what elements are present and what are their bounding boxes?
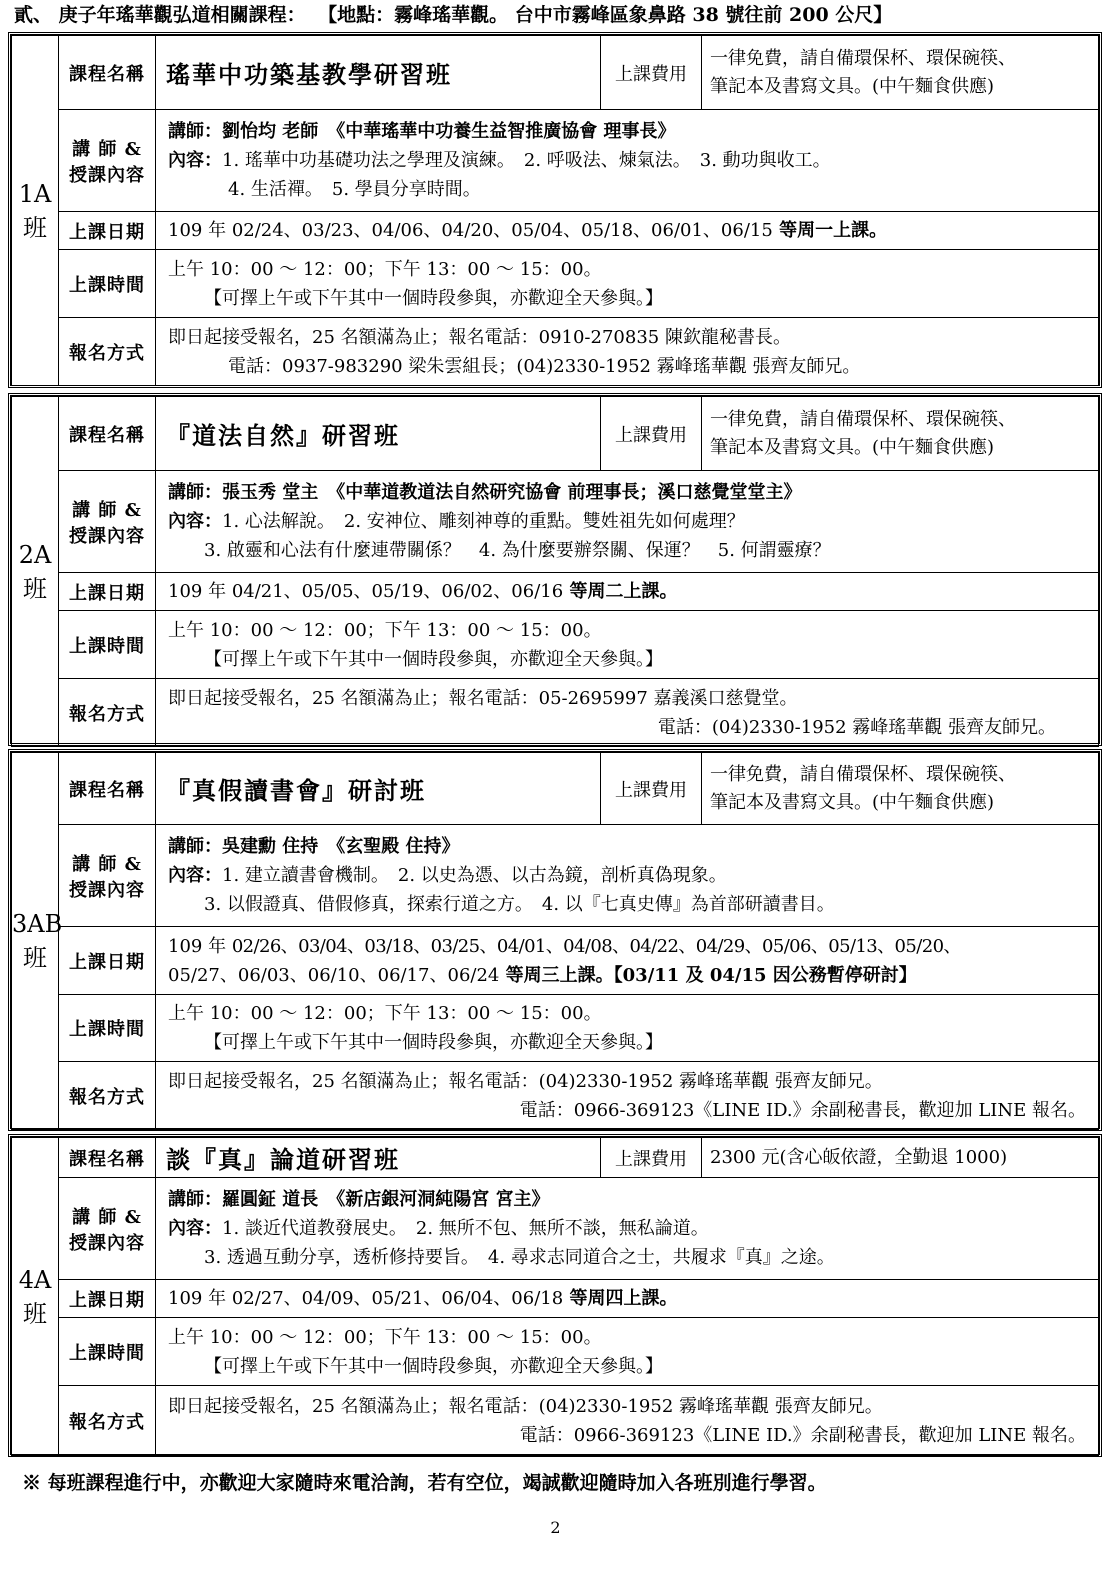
teacher-line: 講師：劉怡均 老師 《中華瑤華中功養生益智推廣協會 理事長》 <box>168 121 676 142</box>
class-suffix: 班 <box>23 574 47 603</box>
teacher-content <box>156 471 1099 573</box>
time-label: 上課時間 <box>59 1318 156 1386</box>
content-line-2: 4. 生活禪。 5. 學員分享時間。 <box>228 179 481 200</box>
time-line-1: 上午 10：00 ～ 12：00；下午 13：00 ～ 15：00。 <box>168 1326 602 1348</box>
dates-cell <box>156 212 1099 250</box>
time-cell <box>156 611 1099 679</box>
dates-label: 上課日期 <box>59 1280 156 1318</box>
course-name: 瑤華中功築基教學研習班 <box>156 36 601 110</box>
fee-label: 上課費用 <box>601 753 702 825</box>
signup-line-1: 即日起接受報名，25 名額滿為止；報名電話：05-2695997 嘉義溪口慈覺堂。 <box>168 687 798 709</box>
class-code-cell <box>12 1138 59 1456</box>
fee-text: 2300 元(含心皈依證，全勤退 1000) <box>710 1146 1008 1168</box>
dates-suffix: 等周一上課。 <box>772 220 888 241</box>
dates-prefix: 109 年 <box>168 935 232 957</box>
header-location: 【地點：霧峰瑤華觀。 台中市霧峰區象鼻路 38 號往前 200 公尺】 <box>327 4 893 26</box>
time-line-2: 【可擇上午或下午其中一個時段參與，亦歡迎全天參與。】 <box>204 648 663 670</box>
content-label: 內容： <box>168 150 222 171</box>
fee-label: 上課費用 <box>601 36 702 110</box>
dates-list: 04/21、05/05、05/19、06/02、06/16 <box>231 581 564 602</box>
class-section-3ab <box>8 749 1102 1131</box>
fee-text-1: 一律免費，請自備環保杯、環保碗筷、 <box>710 47 1016 69</box>
footer-note: ※ 每班課程進行中，亦歡迎大家隨時來電洽詢，若有空位，竭誠歡迎隨時加入各班別進行學習。 <box>22 1472 827 1494</box>
dates-prefix: 109 年 <box>168 1288 232 1309</box>
fee-cell <box>702 753 1099 825</box>
class-suffix: 班 <box>23 213 47 242</box>
fee-text-1: 一律免費，請自備環保杯、環保碗筷、 <box>710 763 1016 785</box>
signup-cell <box>156 679 1099 747</box>
content-label: 內容： <box>168 865 222 886</box>
course-name-label: 課程名稱 <box>59 397 156 471</box>
course-name-label: 課程名稱 <box>59 1138 156 1178</box>
teacher-label-b: 授課內容 <box>69 879 145 901</box>
teacher-label-a: 講 師 & <box>72 1206 142 1228</box>
fee-cell <box>702 36 1099 110</box>
time-label: 上課時間 <box>59 250 156 318</box>
class-suffix: 班 <box>23 1299 47 1328</box>
dates-list-2: 05/27、06/03、06/10、06/17、06/24 <box>168 964 500 986</box>
dates-prefix: 109 年 <box>168 220 232 241</box>
teacher-label-b: 授課內容 <box>69 1232 145 1254</box>
dates-list: 02/27、04/09、05/21、06/04、06/18 <box>231 1288 564 1309</box>
page-number: 2 <box>550 1518 561 1537</box>
signup-line-2: 電話：0966-369123《LINE ID.》余副秘書長，歡迎加 LINE 報名。 <box>519 1099 1086 1121</box>
teacher-label <box>59 471 156 573</box>
header-title: 貳、 庚子年瑤華觀弘道相關課程： <box>14 4 306 26</box>
time-cell <box>156 250 1099 318</box>
fee-text-1: 一律免費，請自備環保杯、環保碗筷、 <box>710 408 1016 430</box>
class-section-2a <box>8 393 1102 746</box>
signup-label: 報名方式 <box>59 1062 156 1130</box>
dates-suffix: 等周三上課。【03/11 及 04/15 因公務暫停研討】 <box>499 964 917 986</box>
dates-prefix: 109 年 <box>168 581 232 602</box>
signup-cell <box>156 1386 1099 1456</box>
dates-list: 02/24、03/23、04/06、04/20、05/04、05/18、06/01、06/15 <box>231 220 773 241</box>
dates-label: 上課日期 <box>59 573 156 611</box>
teacher-label <box>59 1178 156 1280</box>
dates-list: 02/26、03/04、03/18、03/25、04/01、04/08、04/22、04/29、05/06、05/13、05/20、 <box>231 935 961 957</box>
time-line-2: 【可擇上午或下午其中一個時段參與，亦歡迎全天參與。】 <box>204 1355 663 1377</box>
teacher-content <box>156 110 1099 212</box>
teacher-line: 講師：張玉秀 堂主 《中華道教道法自然研究協會 前理事長；溪口慈覺堂堂主》 <box>168 482 802 503</box>
course-name-label: 課程名稱 <box>59 753 156 825</box>
teacher-label-a: 講 師 & <box>72 853 142 875</box>
course-name-label: 課程名稱 <box>59 36 156 110</box>
fee-cell <box>702 1138 1099 1178</box>
dates-cell <box>156 927 1099 995</box>
class-code-cell <box>12 36 59 386</box>
signup-line-2: 電話：0937-983290 梁朱雲組長；(04)2330-1952 霧峰瑤華觀 張齊友師兄。 <box>228 355 861 377</box>
dates-cell <box>156 1280 1099 1318</box>
time-line-2: 【可擇上午或下午其中一個時段參與，亦歡迎全天參與。】 <box>204 287 663 309</box>
signup-label: 報名方式 <box>59 1386 156 1456</box>
class-section-4a <box>8 1134 1102 1457</box>
signup-line-1: 即日起接受報名，25 名額滿為止；報名電話：0910-270835 陳欽龍秘書長。 <box>168 326 791 348</box>
teacher-label <box>59 110 156 212</box>
course-name: 談『真』論道研習班 <box>156 1138 601 1178</box>
time-line-1: 上午 10：00 ～ 12：00；下午 13：00 ～ 15：00。 <box>168 258 602 280</box>
content-label: 內容： <box>168 1218 222 1239</box>
content-line-2: 3. 透過互動分享，透析修持要旨。 4. 尋求志同道合之士，共履求『真』之途。 <box>204 1247 835 1268</box>
signup-line-2: 電話：0966-369123《LINE ID.》余副秘書長，歡迎加 LINE 報名。 <box>519 1424 1086 1446</box>
teacher-line: 講師：羅圓鉦 道長 《新店銀河洞純陽宮 宮主》 <box>168 1189 550 1210</box>
signup-label: 報名方式 <box>59 318 156 386</box>
fee-cell <box>702 397 1099 471</box>
class-suffix: 班 <box>23 944 47 972</box>
signup-line-1: 即日起接受報名，25 名額滿為止；報名電話：(04)2330-1952 霧峰瑤華觀 張齊友師兄。 <box>168 1070 883 1092</box>
teacher-label-b: 授課內容 <box>69 164 145 186</box>
class-code-cell <box>12 397 59 747</box>
teacher-label-a: 講 師 & <box>72 138 142 160</box>
signup-cell <box>156 318 1099 386</box>
fee-text-2: 筆記本及書寫文具。(中午麵食供應) <box>710 75 995 97</box>
teacher-label <box>59 825 156 927</box>
teacher-label-a: 講 師 & <box>72 499 142 521</box>
fee-label: 上課費用 <box>601 1138 702 1178</box>
dates-suffix: 等周四上課。 <box>563 1288 678 1309</box>
page-header <box>14 2 1104 28</box>
dates-cell <box>156 573 1099 611</box>
time-line-2: 【可擇上午或下午其中一個時段參與，亦歡迎全天參與。】 <box>204 1032 663 1053</box>
time-label: 上課時間 <box>59 611 156 679</box>
dates-label: 上課日期 <box>59 212 156 250</box>
dates-label: 上課日期 <box>59 927 156 995</box>
content-line-1: 1. 瑤華中功基礎功法之學理及演練。 2. 呼吸法、煉氣法。 3. 動功與收工。 <box>222 150 831 171</box>
time-line-1: 上午 10：00 ～ 12：00；下午 13：00 ～ 15：00。 <box>168 1003 602 1024</box>
class-code: 3AB <box>12 910 63 938</box>
signup-cell <box>156 1062 1099 1130</box>
signup-line-2: 電話：(04)2330-1952 霧峰瑤華觀 張齊友師兄。 <box>657 716 1056 738</box>
class-code: 1A <box>18 179 52 208</box>
class-code: 2A <box>18 540 52 569</box>
fee-text-2: 筆記本及書寫文具。(中午麵食供應) <box>710 791 995 813</box>
time-label: 上課時間 <box>59 995 156 1062</box>
class-code-cell <box>12 753 63 1130</box>
content-label: 內容： <box>168 511 222 532</box>
content-line-1: 1. 談近代道教發展史。 2. 無所不包、無所不談，無私論道。 <box>222 1218 709 1239</box>
time-line-1: 上午 10：00 ～ 12：00；下午 13：00 ～ 15：00。 <box>168 619 602 641</box>
time-cell <box>156 1318 1099 1386</box>
content-line-2: 3. 啟靈和心法有什麼連帶關係？ 4. 為什麼要辦祭關、保運？ 5. 何謂靈療？ <box>204 540 831 561</box>
fee-label: 上課費用 <box>601 397 702 471</box>
teacher-content <box>156 825 1099 927</box>
teacher-label-b: 授課內容 <box>69 525 145 547</box>
course-name: 『道法自然』研習班 <box>156 397 601 471</box>
teacher-line: 講師：吳建勳 住持 《玄聖殿 住持》 <box>168 836 460 857</box>
content-line-1: 1. 心法解說。 2. 安神位、雕刻神尊的重點。雙姓祖先如何處理？ <box>222 511 745 532</box>
course-name: 『真假讀書會』研討班 <box>156 753 601 825</box>
dates-suffix: 等周二上課。 <box>563 581 678 602</box>
signup-line-1: 即日起接受報名，25 名額滿為止；報名電話：(04)2330-1952 霧峰瑤華觀 張齊友師兄。 <box>168 1395 883 1417</box>
content-line-1: 1. 建立讀書會機制。 2. 以史為憑、以古為鏡，剖析真偽現象。 <box>222 865 727 886</box>
class-section-1a <box>8 32 1102 388</box>
fee-text-2: 筆記本及書寫文具。(中午麵食供應) <box>710 436 995 458</box>
signup-label: 報名方式 <box>59 679 156 747</box>
teacher-content <box>156 1178 1099 1280</box>
content-line-2: 3. 以假證真、借假修真，探索行道之方。 4. 以『七真史傳』為首部研讀書目。 <box>204 894 835 915</box>
class-code: 4A <box>18 1265 52 1294</box>
time-cell <box>156 995 1099 1062</box>
